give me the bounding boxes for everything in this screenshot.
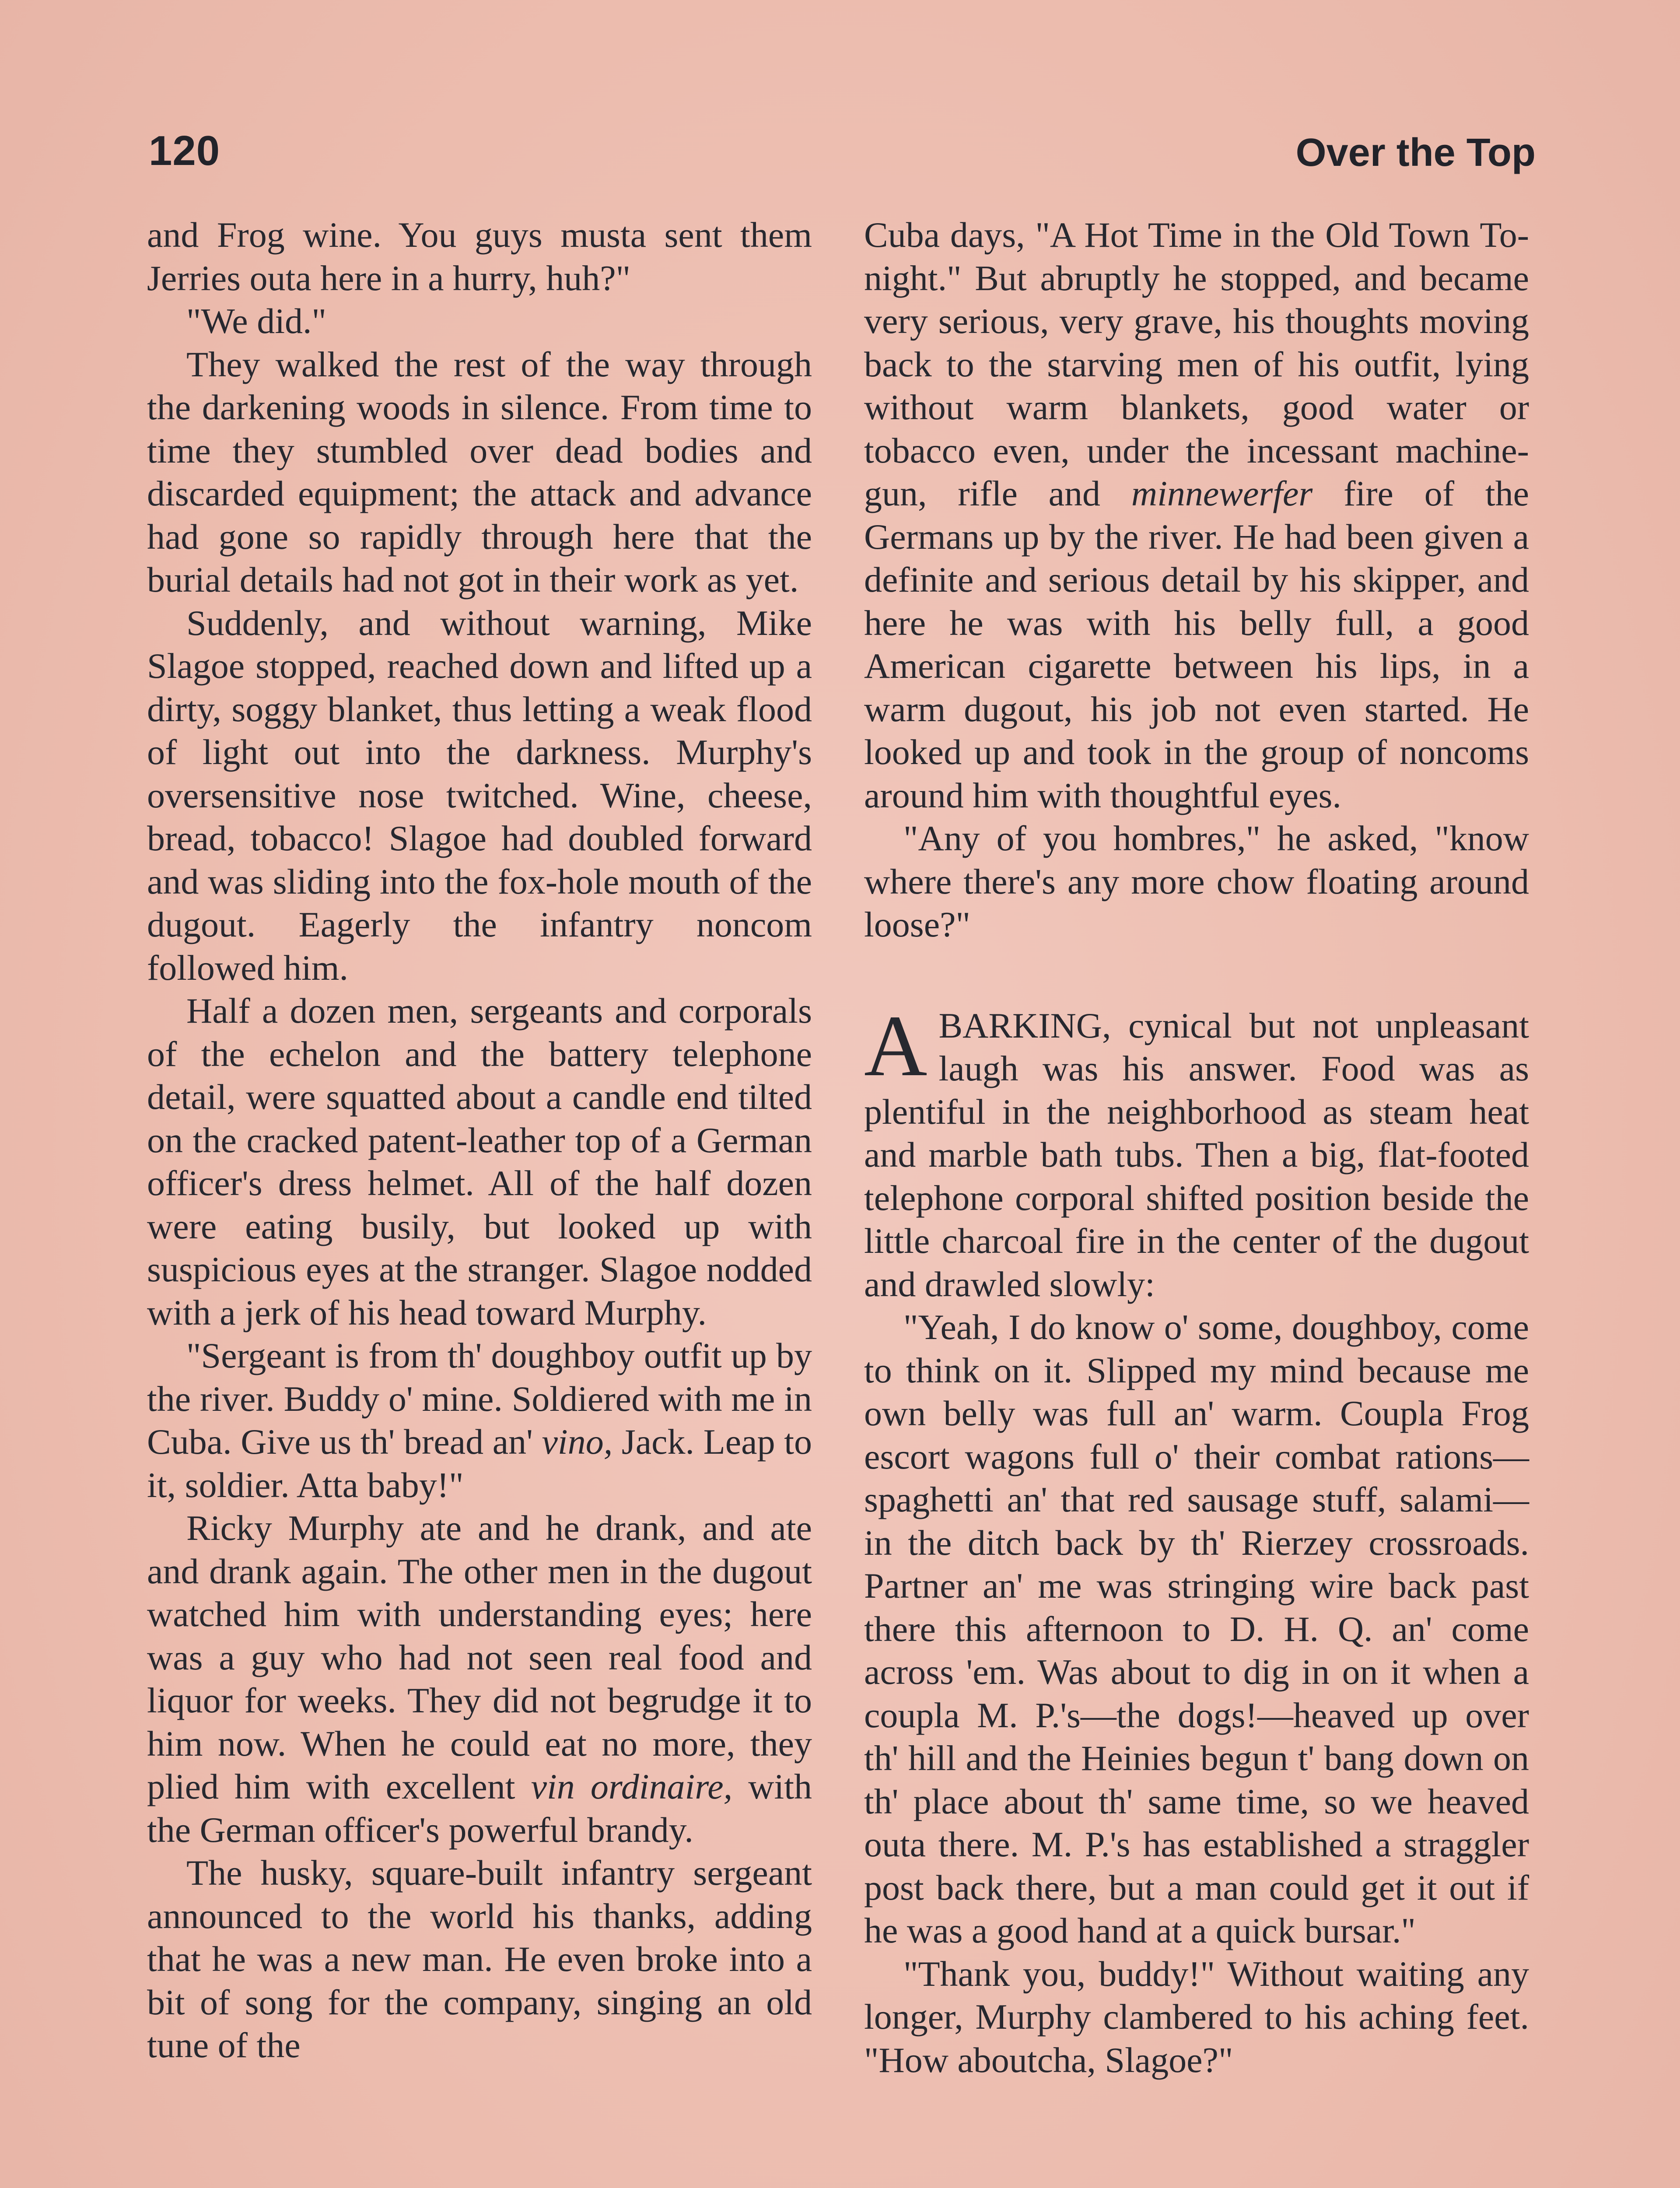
paragraph: and Frog wine. You guys musta sent them Jerries outa here in a hurry, huh?" — [147, 215, 812, 298]
paragraph: They walked the rest of the way through the darkening woods in silence. From time to time they stumbled over dead bodies and discarded equipment; the attack and advance had gone so rapidly through here that the burial details had not got in their work as yet. — [147, 344, 812, 600]
paragraph: "We did." — [186, 301, 326, 341]
text-run: "Sergeant is from th' doughboy outfit up by the river. Buddy o' mine. Soldiered with me in Cuba. Give us th' bread an' — [147, 1336, 812, 1462]
paragraph: "Thank you, buddy!" Without waiting any longer, Murphy clambered to his aching feet. "How aboutcha, Slagoe?" — [864, 1953, 1529, 2080]
paragraph: Suddenly, and without warning, Mike Slagoe stopped, reached down and lifted up a dirty, soggy blanket, thus letting a weak flood of light out into the darkness. Murphy's oversensitive nose twitched. Wine, cheese, bread, tobacco! Slagoe had doubled forward and was sliding into the fox-hole mouth of the dugout. Eagerly the infantry noncom followed him. — [147, 603, 812, 988]
page-number: 120 — [149, 127, 220, 174]
text-run: with the German officer's powerful brandy. — [147, 1767, 812, 1850]
text-run: Ricky Murphy ate and he drank, and ate and drank again. The other men in the dugout watched him with understanding eyes; here was a guy who had not seen real food and liquor for weeks. They did not begrudge it to him now. When he could eat no more, they plied him with excellent — [147, 1508, 812, 1806]
italic-text: minnewerfer — [1131, 473, 1313, 513]
paragraph: "Yeah, I do know o' some, doughboy, come to think on it. Slipped my mind because me own belly was full an' warm. Coupla Frog escort wagons full o' their combat rations—spaghetti an' that red sausage stuff, salami—in the ditch back by th' Rierzey crossroads. Partner an' me was stringing wire back past there this afternoon to D. H. Q. an' come across 'em. Was about to dig in on it when a coupla M. P.'s—the dogs!—heaved up over th' hill and the Heinies begun t' bang down on th' place about th' same time, so we heaved outa there. M. P.'s has established a straggler post back there, but a man could get it out if he was a good hand at a quick bursar." — [864, 1307, 1529, 1950]
text-run: Jack. Leap to it, soldier. Atta baby!" — [147, 1422, 812, 1505]
running-title: Over the Top — [1295, 131, 1536, 175]
left-column — [147, 214, 812, 2067]
paragraph: Half a dozen men, sergeants and corporals of the echelon and the battery telephone detail, were squatted about a candle end tilted on the cracked patent-leather top of a German officer's dress helmet. All of the half dozen were eating busily, but looked up with suspicious eyes at the stranger. Slagoe nodded with a jerk of his head toward Murphy. — [147, 991, 812, 1332]
right-column — [864, 214, 1529, 2082]
italic-text: vino, — [542, 1422, 613, 1462]
section-start-paragraph — [864, 997, 1529, 1306]
paragraph — [864, 214, 1529, 817]
text-run: BARKING, cynical but not unpleasant laugh was his answer. Food was as plentiful in the neighborhood as steam heat and marble bath tubs. Then a big, flat-footed telephone corporal shifted position beside the little charcoal fire in the center of the dugout and drawled slowly: — [864, 1005, 1529, 1304]
italic-text: vin ordinaire, — [531, 1767, 733, 1806]
paragraph: The husky, square-built infantry sergeant announced to the world his thanks, adding that he was a new man. He even broke into a bit of song for the company, singing an old tune of the — [147, 1853, 812, 2065]
paragraph — [147, 1507, 812, 1851]
drop-cap: A — [864, 997, 928, 1094]
text-run: Cuba days, "A Hot Time in the Old Town To-night." But abruptly he stopped, and became very serious, very grave, his thoughts moving back to the starving men of his outfit, lying without warm blankets, good water or tobacco even, under the incessant machine-gun, rifle and — [864, 215, 1529, 513]
text-run: fire of the Germans up by the river. He had been given a definite and serious detail by his skipper, and here he was with his belly full, a good American cigarette between his lips, in a warm dugout, his job not even started. He looked up and took in the group of noncoms around him with thoughtful eyes. — [864, 473, 1530, 815]
paragraph — [147, 1334, 812, 1507]
paragraph: "Any of you hombres," he asked, "know where there's any more chow floating around loose?" — [864, 818, 1529, 944]
